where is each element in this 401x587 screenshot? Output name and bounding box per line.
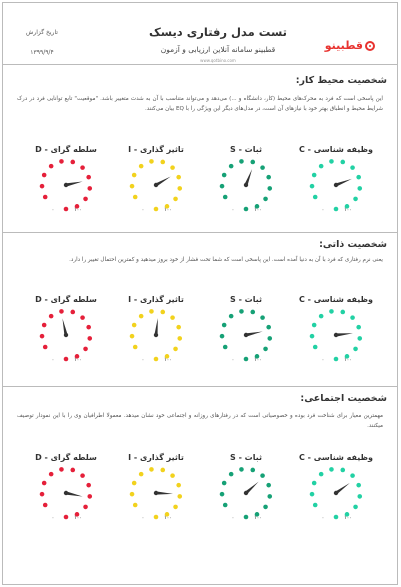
gauge-dot <box>132 323 137 328</box>
gauge-dot <box>86 325 91 330</box>
gauge-dot <box>170 473 175 478</box>
gauge-dot <box>222 481 227 486</box>
gauge-max-label: ۱۰۰ <box>163 207 173 213</box>
gauge-dot <box>350 473 355 478</box>
gauge-dot <box>86 175 91 180</box>
gauge-dot <box>177 494 182 499</box>
gauge-c <box>291 295 381 367</box>
gauge-dot <box>250 160 255 165</box>
gauge-dot <box>70 468 75 473</box>
gauge-dot <box>310 492 315 497</box>
gauge-dot <box>80 165 85 170</box>
gauge-label: تاثیر گذاری - I <box>128 145 184 154</box>
gauge-min-label: ۰ <box>321 207 325 213</box>
gauge-label: سلطه گرای - D <box>35 145 97 154</box>
gauge-dot <box>83 197 88 202</box>
report-title: تست مدل رفتاری دیسک <box>149 25 287 39</box>
gauge-dot <box>356 325 361 330</box>
gauge-needle <box>246 331 263 336</box>
gauge-dot <box>239 309 244 314</box>
gauge-dot <box>49 164 54 169</box>
gauge-dot <box>267 186 272 191</box>
gauge-c <box>291 145 381 217</box>
gauge-dot <box>160 468 165 473</box>
gauge-dot <box>170 165 175 170</box>
report-subtitle: قطبینو سامانه آنلاین ارزیابی و آزمون <box>160 45 276 54</box>
gauge-dot <box>329 309 334 314</box>
gauge-dot <box>130 334 135 339</box>
gauge-dot <box>244 357 249 362</box>
gauge-dot <box>176 325 181 330</box>
report-date-value: ۱۳۹۹/۹/۴ <box>30 49 54 56</box>
gauge-needle <box>154 318 157 335</box>
gauge-dot <box>313 345 318 350</box>
gauge-i <box>111 145 201 217</box>
gauge-dot <box>340 468 345 473</box>
gauge-dot <box>267 494 272 499</box>
section-title: شخصیت ذاتی: <box>319 239 387 250</box>
gauge-dot <box>160 160 165 165</box>
gauge-dot <box>173 505 178 510</box>
gauge-hub <box>64 491 68 495</box>
gauge-dot <box>139 314 144 319</box>
gauge-dot <box>42 323 47 328</box>
gauge-dial <box>218 467 274 523</box>
gauge-dial <box>308 309 364 365</box>
section-description: این پاسخی است که فرد به محرک‌های محیط (کار، دانشگاه و ...) می‌دهد و می‌تواند متناسب با آن به شدت متغییر باشد. "موقعیت" تابع توانایی فرد در درک شرایط محیط و انطباق بهتر خود با نیازهای آن است، در مدل‌های دیگر این ویژگی را با EQ بیان می‌کنند. <box>17 96 383 113</box>
gauge-dial <box>128 467 184 523</box>
gauge-dial <box>218 159 274 215</box>
gauge-dot <box>173 197 178 202</box>
gauge-dot <box>64 357 69 362</box>
gauge-dot <box>170 315 175 320</box>
gauge-dot <box>87 494 92 499</box>
gauge-dot <box>80 315 85 320</box>
gauge-dot <box>132 481 137 486</box>
gauge-dot <box>49 314 54 319</box>
gauge-label: وظیفه شناسی - C <box>298 145 374 154</box>
gauge-s <box>201 295 291 367</box>
gauge-dot <box>244 207 249 212</box>
gauge-dot <box>260 315 265 320</box>
gauge-min-label: ۰ <box>51 207 55 213</box>
gauge-max-label: ۱۰۰ <box>343 357 353 363</box>
gauge-dot <box>267 336 272 341</box>
gauge-dot <box>266 325 271 330</box>
gauge-s <box>201 145 291 217</box>
gauge-dot <box>260 165 265 170</box>
gauge-dot <box>356 483 361 488</box>
website-url: www.qotbino.com <box>200 58 236 63</box>
gauge-min-label: ۰ <box>141 207 145 213</box>
gauge-dot <box>83 505 88 510</box>
gauge-needle <box>336 333 353 336</box>
gauge-max-label: ۱۰۰ <box>73 207 83 213</box>
gauge-max-label: ۱۰۰ <box>343 207 353 213</box>
gauge-dot <box>313 503 318 508</box>
gauge-dot <box>229 472 234 477</box>
gauge-s <box>201 453 291 525</box>
gauge-needle <box>62 318 67 335</box>
gauge-dot <box>87 336 92 341</box>
gauge-label: وظیفه شناسی - C <box>298 295 374 304</box>
report-page <box>2 2 398 585</box>
gauge-dot <box>263 505 268 510</box>
report-date-label: تاریخ گزارش <box>26 29 58 36</box>
gauge-max-label: ۱۰۰ <box>253 207 263 213</box>
gauge-dot <box>177 186 182 191</box>
gauge-hub <box>244 333 248 337</box>
section-description: یعنی نرم رفتاری که فرد با آن به دنیا آمده است. این پاسخی است که شما تحت فشار از خود بروز میدهید و کمترین احتمال تغییر را دارد. <box>69 257 383 263</box>
gauge-dot <box>310 184 315 189</box>
gauge-min-label: ۰ <box>51 515 55 521</box>
gauge-label: وظیفه شناسی - C <box>298 453 374 462</box>
gauge-dot <box>149 467 154 472</box>
gauge-d <box>21 295 111 367</box>
gauge-dot <box>250 468 255 473</box>
gauge-min-label: ۰ <box>141 357 145 363</box>
gauge-dot <box>222 323 227 328</box>
section-social-personality <box>3 387 397 586</box>
gauge-min-label: ۰ <box>321 357 325 363</box>
gauge-dot <box>334 515 339 520</box>
gauge-dot <box>223 503 228 508</box>
gauge-dot <box>220 184 225 189</box>
gauge-i <box>111 295 201 367</box>
gauge-dot <box>40 334 45 339</box>
gauge-max-label: ۱۰۰ <box>73 515 83 521</box>
gauge-dot <box>353 197 358 202</box>
gauge-max-label: ۱۰۰ <box>343 515 353 521</box>
gauge-dot <box>70 160 75 165</box>
gauge-dot <box>340 310 345 315</box>
gauge-dot <box>340 160 345 165</box>
section-description: مهمترین معیار برای شناخت فرد بوده و خصوصیاتی است که در رفتارهای روزانه و اجتماعی خود نشان میدهد. معمولا اطرافیان وی را با این نمودار توصیف میکنند. <box>17 413 383 430</box>
gauge-dot <box>250 310 255 315</box>
gauge-dot <box>357 186 362 191</box>
gauge-dot <box>334 357 339 362</box>
gauge-dot <box>239 467 244 472</box>
gauge-dot <box>132 173 137 178</box>
gauge-dot <box>353 505 358 510</box>
gauge-hub <box>154 183 158 187</box>
gauge-dot <box>329 467 334 472</box>
gauge-dot <box>59 467 64 472</box>
gauge-hub <box>334 333 338 337</box>
gauge-dot <box>319 472 324 477</box>
gauge-dot <box>312 481 317 486</box>
gauge-dot <box>177 336 182 341</box>
gauge-dial <box>38 467 94 523</box>
gauge-dot <box>222 173 227 178</box>
gauge-dot <box>229 314 234 319</box>
gauge-dial <box>308 467 364 523</box>
gauge-min-label: ۰ <box>51 357 55 363</box>
gauge-dot <box>263 347 268 352</box>
gauge-dot <box>239 159 244 164</box>
gauge-dot <box>130 184 135 189</box>
gauge-dot <box>312 173 317 178</box>
brand-logo[interactable] <box>325 39 375 52</box>
gauge-dot <box>154 207 159 212</box>
gauge-min-label: ۰ <box>231 515 235 521</box>
gauge-dot <box>139 164 144 169</box>
gauge-hub <box>244 183 248 187</box>
section-work-personality <box>3 65 397 233</box>
gauge-dot <box>43 345 48 350</box>
gauge-dot <box>40 492 45 497</box>
gauge-dot <box>357 494 362 499</box>
gauge-dot <box>40 184 45 189</box>
gauge-min-label: ۰ <box>321 515 325 521</box>
gauge-dot <box>149 159 154 164</box>
gauge-dot <box>357 336 362 341</box>
gauge-dot <box>260 473 265 478</box>
gauge-dial <box>128 309 184 365</box>
gauge-dot <box>139 472 144 477</box>
gauge-dot <box>176 483 181 488</box>
gauge-dot <box>59 309 64 314</box>
gauge-label: ثبات - S <box>230 145 262 154</box>
gauge-dot <box>43 195 48 200</box>
gauge-hub <box>64 333 68 337</box>
gauge-max-label: ۱۰۰ <box>163 515 173 521</box>
gauge-dial <box>308 159 364 215</box>
gauge-dot <box>70 310 75 315</box>
gauge-dot <box>173 347 178 352</box>
gauge-dot <box>149 309 154 314</box>
gauge-max-label: ۱۰۰ <box>73 357 83 363</box>
gauge-min-label: ۰ <box>231 207 235 213</box>
gauge-max-label: ۱۰۰ <box>253 515 263 521</box>
gauge-hub <box>244 491 248 495</box>
gauge-dot <box>133 195 138 200</box>
gauge-dot <box>220 492 225 497</box>
gauge-hub <box>154 333 158 337</box>
gauge-hub <box>154 491 158 495</box>
gauge-dot <box>42 481 47 486</box>
gauge-dot <box>83 347 88 352</box>
gauge-dot <box>350 315 355 320</box>
gauge-needle <box>66 491 83 496</box>
gauge-label: ثبات - S <box>230 295 262 304</box>
gauge-dot <box>266 483 271 488</box>
gauge-dot <box>43 503 48 508</box>
gauge-dot <box>133 503 138 508</box>
gauge-dot <box>176 175 181 180</box>
section-innate-personality <box>3 233 397 387</box>
gauge-dot <box>59 159 64 164</box>
gauge-dot <box>64 207 69 212</box>
gauge-dot <box>319 164 324 169</box>
gauge-dot <box>313 195 318 200</box>
gauge-dot <box>263 197 268 202</box>
gauge-dot <box>223 195 228 200</box>
gauge-dot <box>154 515 159 520</box>
gauge-dot <box>223 345 228 350</box>
gauge-max-label: ۱۰۰ <box>253 357 263 363</box>
gauge-min-label: ۰ <box>231 357 235 363</box>
gauge-needle <box>66 181 83 186</box>
gauge-dot <box>266 175 271 180</box>
gauge-dot <box>353 347 358 352</box>
gauge-hub <box>64 183 68 187</box>
gauge-needle <box>156 491 173 494</box>
gauge-min-label: ۰ <box>141 515 145 521</box>
gauge-dot <box>87 186 92 191</box>
gauge-dial <box>218 309 274 365</box>
gauge-dot <box>334 207 339 212</box>
gauge-dot <box>350 165 355 170</box>
gauge-dot <box>133 345 138 350</box>
gauge-label: تاثیر گذاری - I <box>128 295 184 304</box>
section-title: شخصیت اجتماعی: <box>300 393 387 404</box>
gauge-hub <box>334 491 338 495</box>
logo-icon <box>365 41 375 51</box>
gauge-c <box>291 453 381 525</box>
gauge-dot <box>220 334 225 339</box>
gauge-dot <box>329 159 334 164</box>
gauge-dot <box>49 472 54 477</box>
gauge-dot <box>312 323 317 328</box>
gauge-dot <box>160 310 165 315</box>
gauge-dial <box>38 309 94 365</box>
gauge-dot <box>86 483 91 488</box>
logo-text: قطبینو <box>324 39 363 52</box>
gauge-label: ثبات - S <box>230 453 262 462</box>
gauge-d <box>21 145 111 217</box>
gauge-dot <box>244 515 249 520</box>
gauge-i <box>111 453 201 525</box>
gauge-dot <box>64 515 69 520</box>
gauge-dot <box>42 173 47 178</box>
gauge-dot <box>310 334 315 339</box>
section-title: شخصیت محیط کار: <box>295 75 387 86</box>
gauge-dot <box>319 314 324 319</box>
gauge-hub <box>334 183 338 187</box>
report-header <box>3 3 397 65</box>
gauge-dot <box>154 357 159 362</box>
gauge-dot <box>356 175 361 180</box>
gauge-label: سلطه گرای - D <box>35 453 97 462</box>
gauge-max-label: ۱۰۰ <box>163 357 173 363</box>
gauge-dot <box>229 164 234 169</box>
gauge-dot <box>130 492 135 497</box>
gauge-dial <box>128 159 184 215</box>
gauge-dial <box>38 159 94 215</box>
gauge-label: تاثیر گذاری - I <box>128 453 184 462</box>
gauge-d <box>21 453 111 525</box>
gauge-label: سلطه گرای - D <box>35 295 97 304</box>
gauge-dot <box>80 473 85 478</box>
